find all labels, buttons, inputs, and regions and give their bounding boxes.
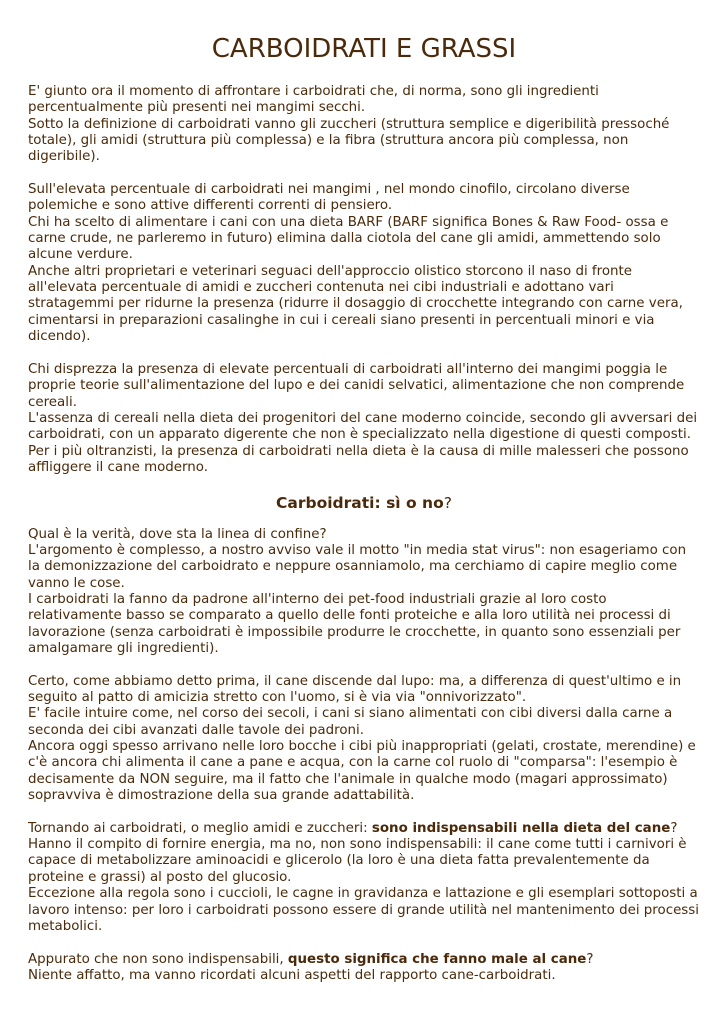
text-line: Qual è la verità, dove sta la linea di confine?: [28, 526, 327, 542]
intro-paragraph-1: [28, 84, 700, 166]
subtitle-bold: Carboidrati: sì o no: [276, 493, 444, 512]
text-line: L'argomento è complesso, a nostro avviso vale il motto "in media stat virus": non esageriamo con la demonizzazione del carboidrato e neppure osanniamolo, ma cerchiamo di capire meglio come vanno le cose.: [28, 542, 687, 591]
text-run: Tornando ai carboidrati, o meglio amidi e zuccheri:: [28, 820, 372, 836]
text-line: Hanno il compito di fornire energia, ma no, non sono indispensabili: il cane come tutti i carnivori è capace di metabolizzare aminoacidi e glicerolo (la loro è una dieta fatta prevalentemente da proteine e grassi) al posto del glucosio.: [28, 837, 687, 885]
body-paragraph-2: [28, 674, 700, 805]
text-run: ?: [670, 820, 678, 836]
text-line: Anche altri proprietari e veterinari seguaci dell'approccio olistico storcono il naso di fronte all'elevata percentuale di amidi e zuccheri contenuta nei cibi industriali e adottano vari stratagemmi per ridurne la presenza (ridurre il dosaggio di crocchette integrando con carne vera, cimentarsi in preparazioni casalinghe in cui i cereali siano presenti in percentuali minori e via dicendo).: [28, 263, 683, 345]
text-line: [28, 821, 700, 837]
text-line: L'assenza di cereali nella dieta dei progenitori del cane moderno coincide, secondo gli avversari dei carboidrati, con un apparato digerente che non è specializzato nella digestione di questi composti.: [28, 410, 698, 443]
text-line: Eccezione alla regola sono i cuccioli, le cagne in gravidanza e lattazione e gli esemplari sottoposti a lavoro intenso: per loro i carboidrati possono essere di grande utilità nel mantenimento dei processi metabolici.: [28, 886, 699, 934]
text-run: ?: [586, 951, 594, 967]
text-line: Sotto la definizione di carboidrati vanno gli zuccheri (struttura semplice e digeribilità pressoché totale), gli amidi (struttura più complessa) e la fibra (struttura ancora più complessa, non digeribile).: [28, 116, 670, 165]
section-subtitle: [28, 493, 700, 513]
emphasis-text: sono indispensabili nella dieta del cane: [371, 820, 671, 836]
text-line: Sull'elevata percentuale di carboidrati nei mangimi , nel mondo cinofilo, circolano diverse polemiche e sono attive differenti correnti di pensiero.: [28, 182, 630, 214]
page-title: CARBOIDRATI E GRASSI: [211, 34, 517, 64]
body-paragraph-1: [28, 527, 700, 658]
text-line: Ancora oggi spesso arrivano nelle loro bocche i cibi più inappropriati (gelati, crostate, merendine) e c'è ancora chi alimenta il cane a pane e acqua, con la carne col ruolo di "comparsa": l'esempio è decisamente da NON seguire, ma il fatto che l'animale in qualche modo (magari approssimato) sopravviva è dimostrazione della sua grande adattabilità.: [28, 739, 696, 804]
text-line: Chi ha scelto di alimentare i cani con una dieta BARF (BARF significa Bones & Raw Food- ossa e carne crude, ne parleremo in futuro) elimina dalla ciotola del cane gli amidi, ammettendo solo alcune verdure.: [28, 214, 669, 263]
text-run: Appurato che non sono indispensabili,: [28, 951, 288, 967]
subtitle-question-mark: ?: [443, 493, 452, 512]
text-line: E' facile intuire come, nel corso dei secoli, i cani si siano alimentati con cibi diversi dalla carne a seconda dei cibi avanzati dalle tavole dei padroni.: [28, 706, 673, 738]
text-line: I carboidrati la fanno da padrone all'interno dei pet-food industriali grazie al loro costo relativamente basso se comparato a quello delle fonti proteiche e alla loro utilità nei processi di lavorazione (senza carboidrati è impossibile produrre le crocchette, in quanto sono essenziali per amalgamare gli ingredienti).: [28, 591, 681, 656]
emphasis-text: questo significa che fanno male al cane: [287, 951, 587, 967]
intro-paragraph-3: [28, 362, 700, 476]
closing-paragraph-1: [28, 821, 700, 935]
closing-paragraph-2: [28, 952, 700, 985]
intro-section: [28, 84, 700, 476]
text-line: Niente affatto, ma vanno ricordati alcuni aspetti del rapporto cane-carboidrati.: [28, 967, 556, 983]
text-line: [28, 952, 700, 968]
text-line: Certo, come abbiamo detto prima, il cane discende dal lupo: ma, a differenza di quest'ultimo e in seguito al patto di amicizia stretto con l'uomo, si è via via "onnivorizzato".: [28, 673, 682, 706]
text-line: E' giunto ora il momento di affrontare i carboidrati che, di norma, sono gli ingredienti percentualmente più presenti nei mangimi secchi.: [28, 84, 599, 116]
text-line: Chi disprezza la presenza di elevate percentuali di carboidrati all'interno dei mangimi poggia le proprie teorie sull'alimentazione del lupo e dei canidi selvatici, alimentazione che non comprende cereali.: [28, 361, 685, 410]
text-line: Per i più oltranzisti, la presenza di carboidrati nella dieta è la causa di mille malesseri che possono affliggere il cane moderno.: [28, 443, 689, 475]
body-section: [28, 527, 700, 985]
intro-paragraph-2: [28, 182, 700, 345]
